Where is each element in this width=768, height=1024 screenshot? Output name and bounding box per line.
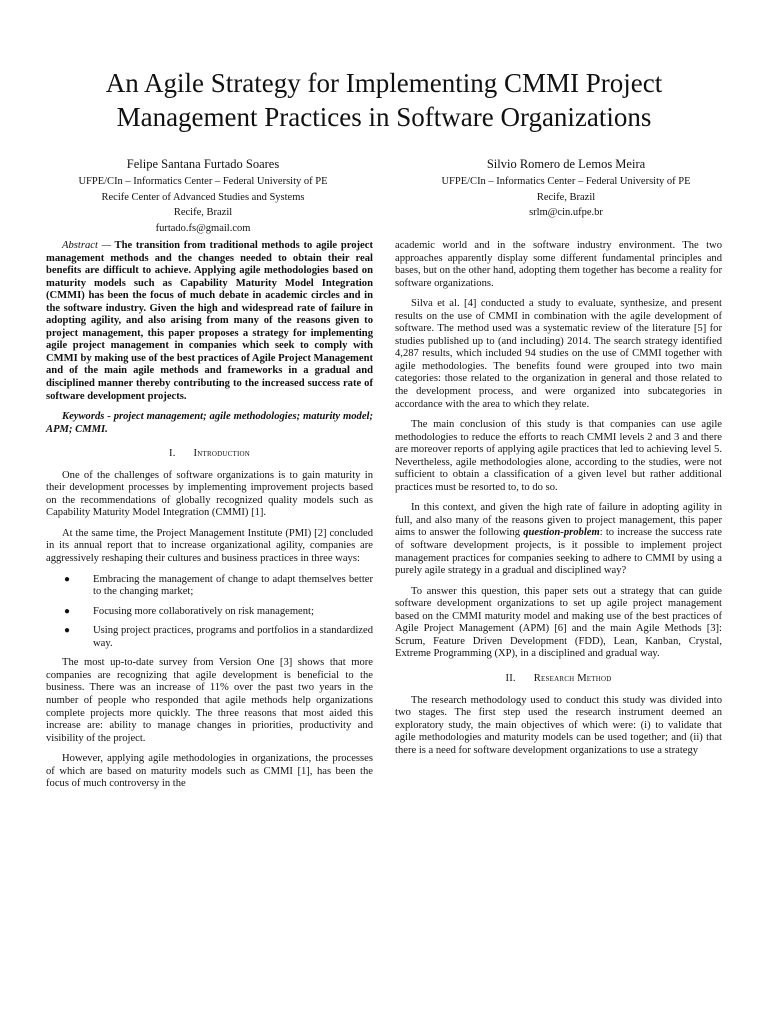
section-title: Research Method [533,672,612,684]
author-email: furtado.fs@gmail.com [155,222,251,234]
author-affiliation: UFPE/CIn – Informatics Center – Federal University of PE [78,176,328,187]
author-name: Felipe Santana Furtado Soares [126,157,280,171]
title-line-1: An Agile Strategy for Implementing CMMI Project [105,68,663,98]
left-column [46,240,373,799]
section-heading-research-method [395,673,722,686]
list-item-text: Focusing more collaboratively on risk management; [93,605,314,617]
paragraph-question-problem [395,502,722,577]
paragraph-text: In this context, and given the high rate of failure in adopting agility in full, and also many of the reasons given to project management, this paper aims to answer the following [395,502,722,539]
author-institute: Recife Center of Advanced Studies and Systems [101,191,305,203]
section-number: I. [168,448,176,460]
author-location: Recife, Brazil [536,191,596,203]
bullet-icon: ● [64,605,71,617]
list-item-text: Embracing the management of change to adapt themselves better to the changing market; [93,573,373,598]
paragraph: At the same time, the Project Management Institute (PMI) [2] concluded in its annual report that to increase organizational agility, companies are aggressively reshaping their cultures and business practices in three ways: [46,527,373,565]
list-item [46,574,373,599]
list-item-text: Using project practices, programs and portfolios in a standardized way. [93,625,373,649]
bullet-icon: ● [64,625,71,637]
right-column [395,240,722,765]
paragraph: However, applying agile methodologies in organizations, the processes of which are based on maturity models such as CMMI [1], has been the focus of much controversy in the [46,753,373,790]
list-item [46,625,373,650]
title-line-2: Management Practices in Software Organizations [116,102,652,132]
list-item [46,606,373,619]
paragraph: academic world and in the software industry environment. The two approaches apparently display some different fundamental principles and bases, but on the other hand, adopting them together has become a reality for software organizations. [395,240,722,289]
author-email: srlm@cin.ufpe.br [529,207,603,218]
author-block-1 [22,154,384,236]
paragraph-text: : to increase the success rate of software development projects, is it possible to implement project management practices for companies seeking to adhere to CMMI by using a purely agile strategy in a gradual and disciplined way? [395,527,723,577]
paragraph: The most up-to-date survey from Version One [3] shows that more companies are recognizing that agile development is beneficial to the business. There was an increase of 11% over the past two years in the number of people who responded that agile methods help organizations complete projects more quickly. The three reasons that most aided this increase are: ability to manage changes in priorities, productivity and visibility of the project. [46,657,373,744]
section-heading-introduction [46,448,373,461]
abstract [46,240,373,403]
abstract-label: Abstract — [62,240,112,251]
paragraph: The research methodology used to conduct this study was divided into two stages. The first step used the research instrument deemed an exploratory study, the main objectives of which were: (i) to validate that agile methodologies and maturity models can be used together; and (ii) that there is a need for software development organizations to use a strategy [395,694,722,756]
paragraph: Silva et al. [4] conducted a study to evaluate, synthesize, and present results on the use of CMMI in combination with the agile development of software. The method used was a systematic review of the literature [5] for studies published up to (and including) 2014. The search strategy identified 4,287 results, which included 94 studies on the use of CMMI together with agile methodologies. The benefits found were grouped into two main categories: those related to the organization in general and those related to the development process, and were organized into subcategories in accordance with the area to which they relate. [395,298,722,410]
section-title: Introduction [193,448,251,460]
question-problem-term: question-problem [523,527,600,539]
author-affiliation: UFPE/CIn – Informatics Center – Federal University of PE [441,176,691,187]
bullet-icon: ● [64,573,71,585]
section-number: II. [505,672,516,684]
author-name: Silvio Romero de Lemos Meira [486,157,646,171]
paper-title [40,66,728,134]
paragraph: One of the challenges of software organizations is to gain maturity in their development processes by implementing improvement projects based on the recommendations of globally recognized quality models such as Capability Maturity Model Integration (CMMI) [1]. [46,469,373,519]
keywords: Keywords - project management; agile methodologies; maturity model; APM; CMMI. [46,411,373,435]
bullet-list [46,574,373,651]
paragraph: The main conclusion of this study is that companies can use agile methodologies to reduce the efforts to reach CMMI levels 2 and 3 and there are moreover reports of applying agile practices that led to achieving level 5. Nevertheless, agile methodologies alone, according to the studies, were not sufficient to obtain a classification of a given level but rather additional practices must be resorted to, to do so. [395,419,722,493]
author-block-2 [384,154,748,221]
abstract-text: The transition from traditional methods to agile project management methods and the changes needed to obtain their real benefits are difficult to achieve. Applying agile methodologies based on maturity models such as Capability Maturity Model Integration (CMMI) has been the focus of much debate in academic circles and in the software industry. Given the high and widespread rate of failure in adopting agility, and also arising from many of the reasons given to project management, this paper proposes a strategy for implementing agile project management in companies which seek to comply with CMMI by making use of the best practices of Agile Project Management and of the main agile methods and frameworks in a gradual and disciplined manner thereby contributing to the increased success rate of software development projects. [46,240,373,402]
author-location: Recife, Brazil [173,207,233,218]
paragraph: To answer this question, this paper sets out a strategy that can guide software development organizations to set up agile project management based on the CMMI maturity model and making use of the best practices of Agile Project Management (APM) [6] and the main Agile Methods [3]: Scrum, Feature Driven Development (FDD), Lean, Kanban, Crystal, Extreme Programming (XP), in a disciplined and gradual way. [395,585,722,660]
